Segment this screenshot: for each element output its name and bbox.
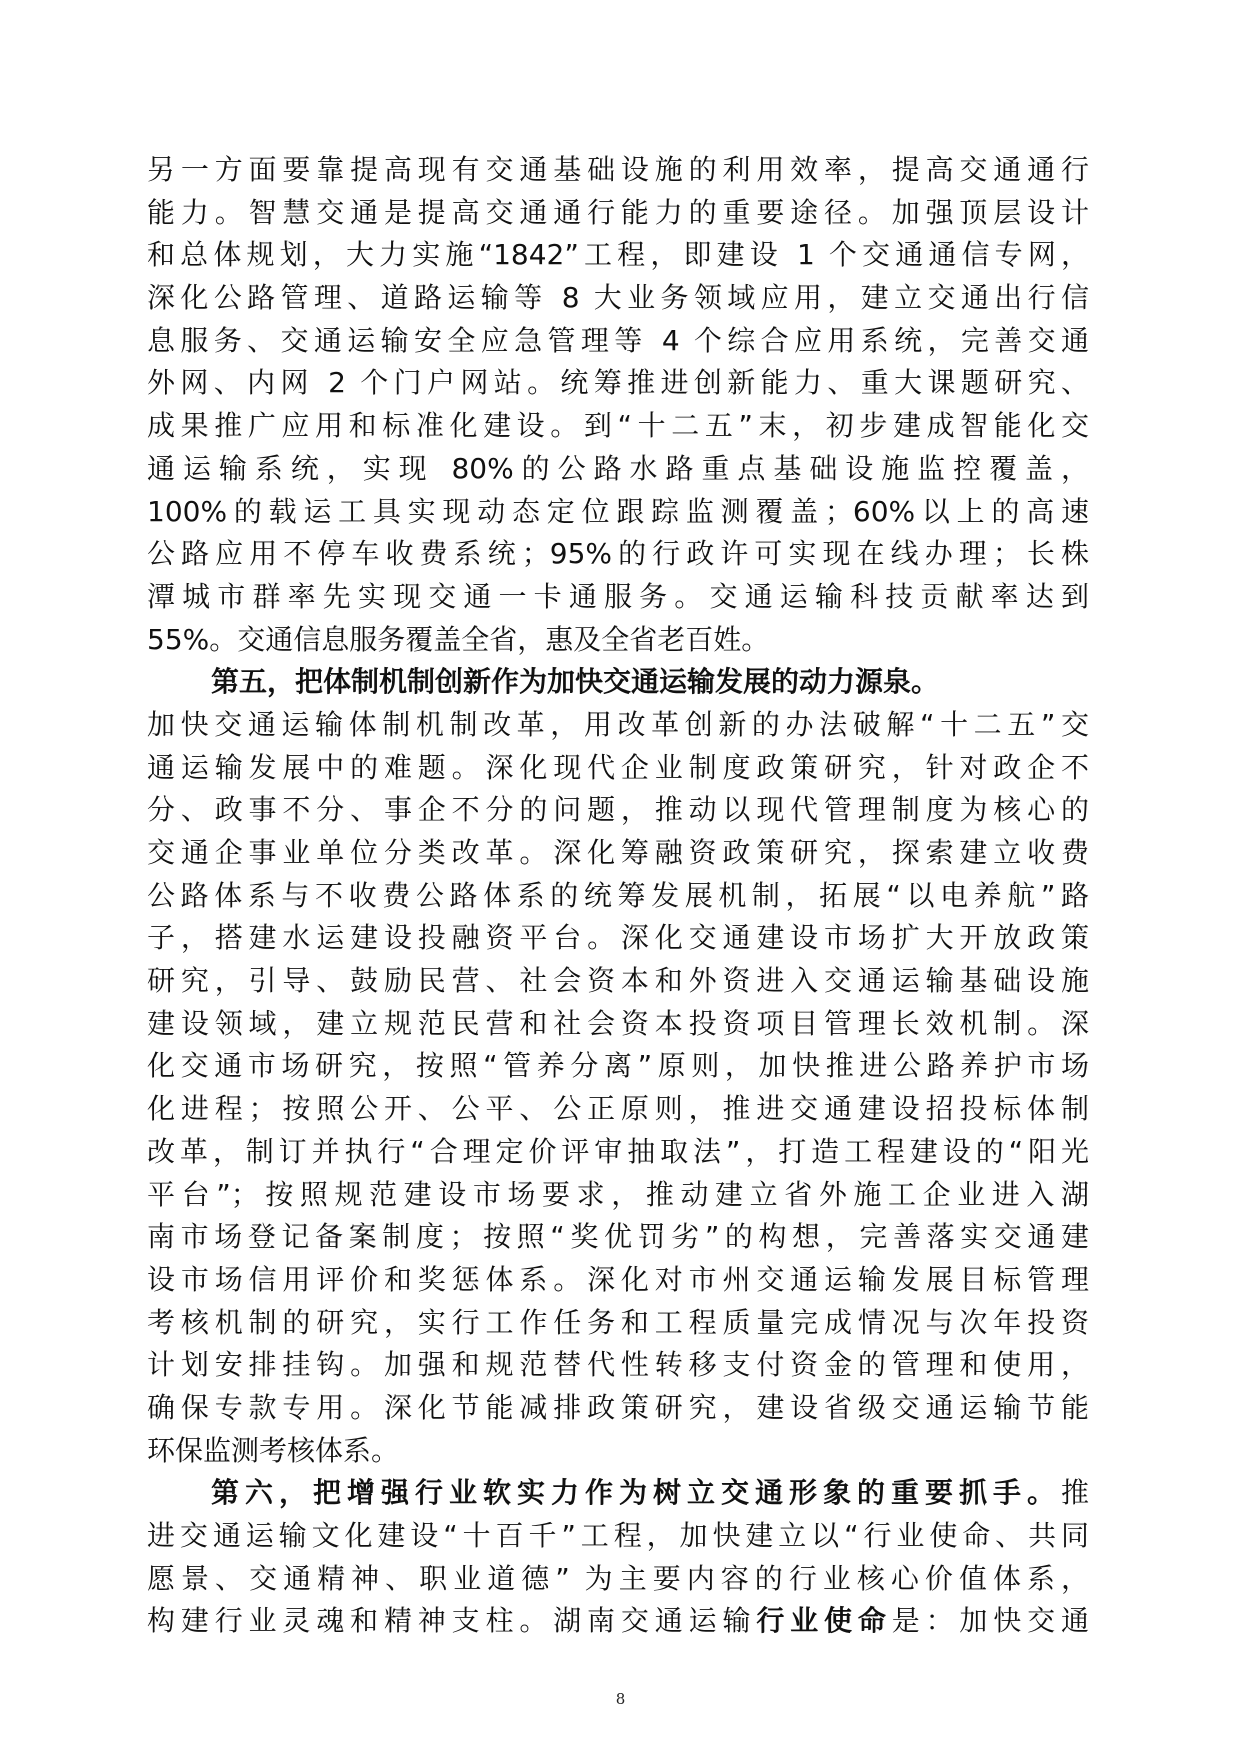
final-text-line xyxy=(147,1600,1089,1643)
text-line: 和总体规划，大力实施“1842”工程，即建设 1 个交通通信专网， xyxy=(147,238,1089,272)
text-line: 确保专款专用。深化节能减排政策研究，建设省级交通运输节能 xyxy=(147,1390,1089,1424)
text-line: 55%。交通信息服务覆盖全省，惠及全省老百姓。 xyxy=(147,622,770,656)
text-line: 公路应用不停车收费系统；95%的行政许可实现在线办理；长株 xyxy=(147,537,1089,571)
text-line: 潭城市群率先实现交通一卡通服务。交通运输科技贡献率达到 xyxy=(147,579,1089,613)
text-line: 外网、内网 2 个门户网站。统筹推进创新能力、重大课题研究、 xyxy=(147,366,1089,400)
text-line: 成果推广应用和标准化建设。到“十二五”末，初步建成智能化交 xyxy=(147,409,1089,443)
section-six-heading: 第六，把增强行业软实力作为树立交通形象的重要抓手。 xyxy=(211,1476,1061,1510)
text-line: 计划安排挂钩。加强和规范替代性转移支付资金的管理和使用， xyxy=(147,1348,1089,1382)
text-line: 改革，制订并执行“合理定价评审抽取法”，打造工程建设的“阳光 xyxy=(147,1134,1089,1168)
industry-mission-term: 行业使命 xyxy=(756,1604,892,1638)
text-line: 考核机制的研究，实行工作任务和工程质量完成情况与次年投资 xyxy=(147,1305,1089,1339)
text-line: 子，搭建水运建设投融资平台。深化交通建设市场扩大开放政策 xyxy=(147,921,1089,955)
text-line: 愿景、交通精神、职业道德” 为主要内容的行业核心价值体系， xyxy=(147,1561,1089,1595)
text-line: 能力。智慧交通是提高交通通行能力的重要途径。加强顶层设计 xyxy=(147,195,1089,229)
text-line: 加快交通运输体制机制改革，用改革创新的办法破解“十二五”交 xyxy=(147,707,1089,741)
text-line: 深化公路管理、道路运输等 8 大业务领域应用，建立交通出行信 xyxy=(147,281,1089,315)
text-line: 化进程；按照公开、公平、公正原则，推进交通建设招投标体制 xyxy=(147,1092,1089,1126)
text-line: 建设领域，建立规范民营和社会资本投资项目管理长效机制。深 xyxy=(147,1006,1089,1040)
text-line: 设市场信用评价和奖惩体系。深化对市州交通运输发展目标管理 xyxy=(147,1262,1089,1296)
text-line: 公路体系与不收费公路体系的统筹发展机制，拓展“以电养航”路 xyxy=(147,878,1089,912)
page-number: 8 xyxy=(615,1690,626,1708)
section-five-heading: 第五，把体制机制创新作为加快交通运输发展的动力源泉。 xyxy=(211,665,940,699)
section-six-heading-tail: 推 xyxy=(1060,1476,1089,1510)
text-line: 环保监测考核体系。 xyxy=(147,1433,400,1467)
section-six-heading-line xyxy=(147,1472,1089,1515)
text-line: 化交通市场研究，按照“管养分离”原则，加快推进公路养护市场 xyxy=(147,1049,1089,1083)
text-line: 进交通运输文化建设“十百千”工程，加快建立以“行业使命、共同 xyxy=(147,1519,1089,1552)
final-line-prefix: 构建行业灵魂和精神支柱。湖南交通运输 xyxy=(147,1604,757,1638)
text-line: 息服务、交通运输安全应急管理等 4 个综合应用系统，完善交通 xyxy=(147,323,1089,357)
text-line: 南市场登记备案制度；按照“奖优罚劣”的构想，完善落实交通建 xyxy=(147,1220,1089,1254)
text-line: 通运输发展中的难题。深化现代企业制度政策研究，针对政企不 xyxy=(147,750,1089,784)
text-line: 分、政事不分、事企不分的问题，推动以现代管理制度为核心的 xyxy=(147,793,1089,827)
text-line: 研究，引导、鼓励民营、社会资本和外资进入交通运输基础设施 xyxy=(147,964,1089,998)
text-line: 交通企事业单位分类改革。深化筹融资政策研究，探索建立收费 xyxy=(147,836,1089,869)
text-line: 另一方面要靠提高现有交通基础设施的利用效率，提高交通通行 xyxy=(147,153,1089,186)
text-line: 100%的载运工具实现动态定位跟踪监测覆盖；60%以上的高速 xyxy=(147,494,1089,528)
text-line: 平台”；按照规范建设市场要求，推动建立省外施工企业进入湖 xyxy=(147,1177,1089,1211)
body-text xyxy=(147,149,1089,1643)
final-line-suffix: 是：加快交通 xyxy=(891,1604,1089,1638)
text-line: 通运输系统，实现 80%的公路水路重点基础设施监控覆盖， xyxy=(147,451,1089,485)
